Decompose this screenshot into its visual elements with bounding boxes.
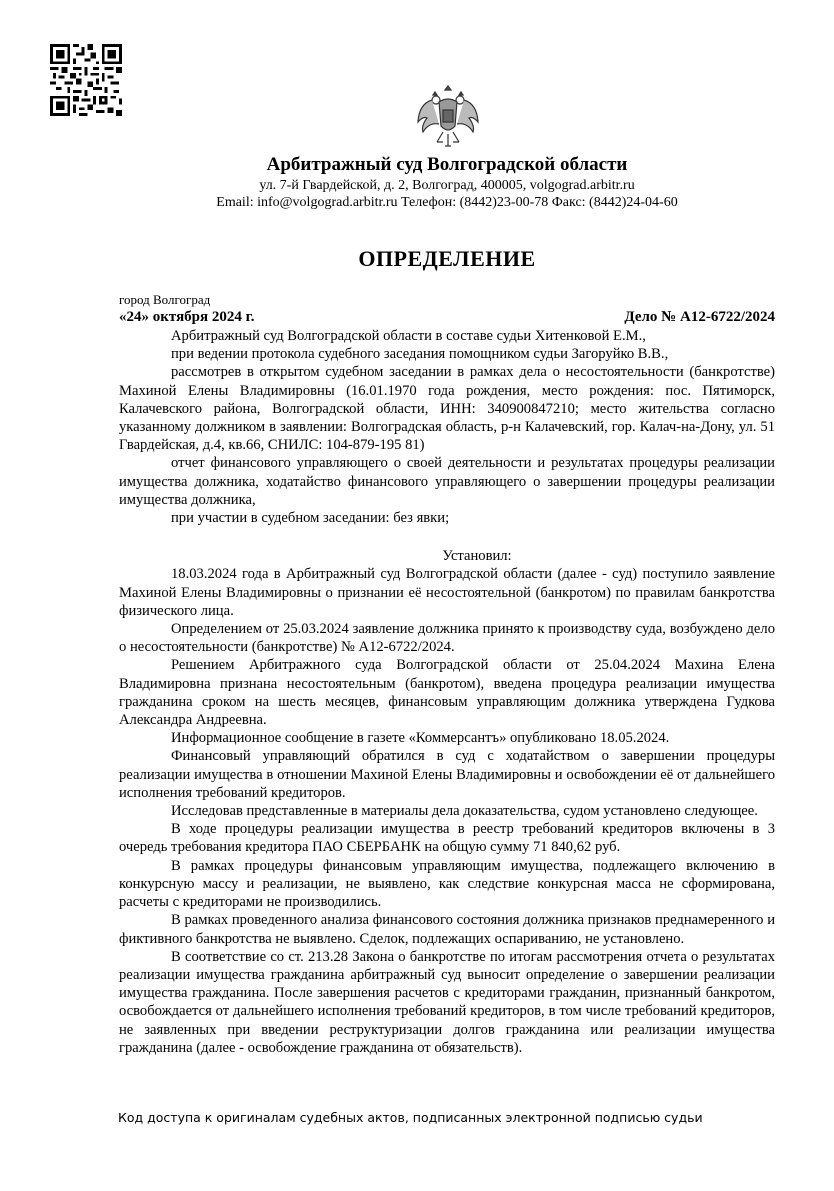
paragraph: рассмотрев в открытом судебном заседании в рамках дела о несостоятельности (банкротстве) Махиной Елены Владимировны (16.01.1970 года рождения, место рождения: пос. Пятиморск, Калачевского района, Волгоградской области, ИНН: 340900847210; место жительства согласно указанному должником в заявлении: Волгоградская область, р-н Калачевский, гор. Калач-на-Дону, ул. 51 Гвардейская, д.4, кв.66, СНИЛС: 104-879-195 81) xyxy=(119,364,775,454)
paragraph: при ведении протокола судебного заседания помощником судьи Загоруйко В.В., xyxy=(171,346,669,363)
paragraph: отчет финансового управляющего о своей деятельности и результатах процедуры реализации имущества должника, ходатайство финансового управляющего о завершении процедуры реализации имущества должника, xyxy=(119,455,775,508)
document-body xyxy=(119,327,775,1057)
footer-note: Код доступа к оригиналам судебных актов, подписанных электронной подписью судьи xyxy=(118,1110,703,1125)
paragraph: 18.03.2024 года в Арбитражный суд Волгоградской области (далее - суд) поступило заявление Махиной Елены Владимировны о признании её несостоятельной (банкротом) по правилам банкротства физического лица. xyxy=(119,566,775,619)
paragraph: при участии в судебном заседании: без явки; xyxy=(171,510,450,527)
case-number: Дело № А12-6722/2024 xyxy=(624,309,775,325)
document-title: ОПРЕДЕЛЕНИЕ xyxy=(358,246,536,271)
court-contacts: Email: info@volgograd.arbitr.ru Телефон: (8442)23-00-78 Факс: (8442)24-04-60 xyxy=(216,195,678,210)
paragraph: Арбитражный суд Волгоградской области в составе судьи Хитенковой Е.М., xyxy=(171,328,646,344)
paragraph: Решением Арбитражного суда Волгоградской области от 25.04.2024 Махина Елена Владимировна признана несостоятельным (банкротом), введена процедура реализации имущества гражданина сроком на шесть месяцев, финансовым управляющим должника утверждена Гудкова Александра Андреевна. xyxy=(119,657,775,729)
qr-code-icon xyxy=(50,44,122,116)
paragraph: В ходе процедуры реализации имущества в реестр требований кредиторов включены в 3 очередь требования кредитора ПАО СБЕРБАНК на общую сумму 71 840,62 руб. xyxy=(119,821,775,856)
section-heading: Установил: xyxy=(442,548,512,565)
paragraph: В рамках процедуры финансовым управляющим имущества, подлежащего включению в конкурсную массу и реализации, не выявлено, как следствие конкурсная масса не сформирована, расчеты с кредиторами не производились. xyxy=(119,857,775,911)
paragraph: Определением от 25.03.2024 заявление должника принято к производству суда, возбуждено дело о несостоятельности (банкротстве) № А12-6722/2024. xyxy=(119,621,775,656)
paragraph: Финансовый управляющий обратился в суд с ходатайством о завершении процедуры реализации имущества в отношении Махиной Елены Владимировны и освобождении её от дальнейшего исполнения требований кредиторов. xyxy=(119,748,775,801)
city: город Волгоград xyxy=(119,292,211,307)
document-date: «24» октября 2024 г. xyxy=(119,309,255,325)
court-address: ул. 7-й Гвардейской, д. 2, Волгоград, 400005, volgograd.arbitr.ru xyxy=(259,178,635,193)
paragraph: В соответствие со ст. 213.28 Закона о банкротстве по итогам рассмотрения отчета о результатах реализации имущества гражданина арбитражный суд выносит определение о завершении реализации имущества гражданина. После завершения расчетов с кредиторами гражданин, признанный банкротом, освобождается от дальнейшего исполнения требований кредиторов, в том числе требований кредиторов, не заявленных при введении реструктуризации долгов гражданина или реализации имущества гражданина (далее - освобождение гражданина от обязательств). xyxy=(119,948,775,1056)
court-name: Арбитражный суд Волгоградской области xyxy=(266,154,628,175)
coat-of-arms-icon xyxy=(415,82,481,150)
paragraph: В рамках проведенного анализа финансового состояния должника признаков преднамеренного и фиктивного банкротства не выявлено. Сделок, подлежащих оспариванию, не установлено. xyxy=(119,912,775,947)
paragraph: Исследовав представленные в материалы дела доказательства, судом установлено следующее. xyxy=(171,803,758,820)
paragraph: Информационное сообщение в газете «Коммерсантъ» опубликовано 18.05.2024. xyxy=(171,730,670,747)
